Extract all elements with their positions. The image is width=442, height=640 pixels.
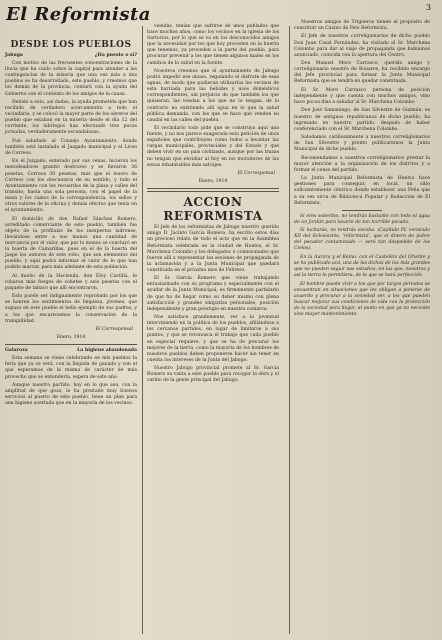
paragraph: Saludamos cariñosamente a nuestros correligionarios de San Silvestre y pronto publicaremos la Junta Municipal de dicho pueblo.: [294, 135, 430, 153]
paragraph: Con motivo de las frecuentes concentraciones de la lluvia que ha caído sobre la capital para atender a las contingencias de la miseria que una vez más a mis pueblos se ha desarrollado, este pueblo, y creemos que los demás de la provincia, contará con la ayuda del Gobierno con el contento de los amigos de la causa.: [5, 61, 137, 97]
divider-double: [147, 188, 279, 192]
dateline: [5, 53, 137, 59]
article-date-2: Enero, 1914: [198, 179, 228, 185]
column-rule-right: [289, 26, 290, 634]
masthead: El Reformista: [6, 4, 151, 25]
paragraph: El Jefe de nuestros correligionarios de dicho pueblo Don Juan Casal Fernández, ha visitado al Sr. Marchena Colombo para dar al viaje de propaganda que habíamos anunciado, coincida con la apertura del Centro.: [294, 34, 430, 58]
dateline-2: [5, 348, 137, 354]
accion-body: [147, 225, 279, 384]
column-middle: [147, 24, 279, 387]
paragraph: Nuestros amigos de Trigueros tienen el propósito de constituir un Casino de Pelo Reformista.: [294, 20, 430, 32]
signature-2: El Corresponsal: [237, 171, 275, 177]
signature: El Corresponsal: [95, 327, 133, 333]
divider: [5, 344, 137, 345]
section-title-pueblos: DESDE LOS PUEBLOS: [10, 40, 132, 50]
dateline-heading-2: La higiene abandonada: [77, 348, 137, 354]
column-rule-left: [142, 26, 143, 634]
article-body-2: [5, 356, 137, 407]
dateline-place-2: Galaroza: [5, 348, 28, 354]
article-body: [5, 61, 137, 325]
paragraph: Fué saludado al Consejo Ayuntamiento, donde también está instalado el Juzgado municipal y el Liceo de Correos.: [5, 138, 137, 156]
column-left: [5, 40, 137, 410]
paragraph: El Sr. García Romero que viene trabajando entusiasmado con su programa y especialmente con el ayudar de la Junta Municipal, es firmemente partidario de que ha de llegar como su deber mismo con plena satisfacción y grandes simpatías personales, posición independiente y gran prestigio en nuestra comarca.: [147, 276, 279, 312]
article-date: Enero, 1914: [56, 335, 86, 341]
paragraph: Si lucharás, no tendrás escoba. (Capítulo IV, versículo XII del Eclesiastés, 'reformista', que el dinero de pobre del pecador contaminado — será tan despedido de los Cielos).: [294, 228, 430, 252]
section-title-accion: ACCION REFORMISTA: [163, 195, 263, 224]
news-briefs: [294, 20, 430, 207]
paragraph: Don Manuel Moro Carrasco, querido amigo y correligionario nuestro de Bonares, ha recibido encargo del Jefe provincial para formar la Junta Municipal Reformista que se tendrá en quedar constituida.: [294, 61, 430, 85]
paragraph: En la Aurora y el Reino, con el Castellón del Oriente y se ha publicado acá, una de las dichas de los más grandes que no pueden seguir sus estudios, en las que, nosotros y así la tierra lo permitiera, de la que se hará perfección.: [294, 254, 430, 279]
column-right: [294, 20, 430, 320]
paragraph: Nosotros creemos que el ayuntamiento de Jabugo podrá impedir ese abuso, regulando el disfrute de esas aguas, de modo que pudieran utilizarlas los vecinos de esta barriada para las bebidas y usos domésticos correspondientes, sin perjuicio de que también los que quisieran, las vendan a los que no lo tengan, de lo contrario no existiendo allí agua en lo que la salud pública demanda, con los que se hace que venden su caudal en las calles del pueblo.: [147, 68, 279, 123]
paragraph: El domicilio de don Rafael Sánchez Romero, acreditado comerciante de este pueblo, también fue objeto de la profilaxis de los inexpertos ladrones, llevándose entre a sus manos una cantidad de mercancía por el valor, que por lo menos se concluyó en la huerta de Camarillas, pues en el de la huerta del Jaspe los autores de este robo, que son elementos del pueblo, y aquí podrá informar el valor de lo que han podido marcar, para más adelante de esta población.: [5, 216, 137, 271]
paragraph: En el Juzgado, enterado por sus venas, hicieron los merodeadores granito destrozos y se llevaron 36 pesetas. Correos 30 pesetas, más que el tesoro de Correos con los descuentos de su sentido, y todo el Ayuntamiento con los recuerdos de la plaza y calles del tránsito, hasta una sola persona, con el papel de la mesa y los ramos de la correspondencia, los sellos y otros valores de la oficina y demás efectos que tenía en el ayuntamiento.: [5, 159, 137, 214]
dateline-place: Jabuga: [5, 53, 23, 58]
paragraph: Aunque nuestro partido, hoy en lo que sea, con la amplitud de que goza, le ha prestado muy buenos servicios al puerto de este pueblo, tiene un plan para una higiene acertada que en la mayoría de los vecinos.: [5, 382, 137, 407]
paragraph: La Junta Municipal Reformista de Huelva hace gestiones para conseguir, en local, un sitio suficientemente céntrico donde establecer una Peña que a su vez sirva de Biblioteca Popular y Redacción de El Reformista.: [294, 176, 430, 206]
paragraph: Don José Samaniego, de San Silvestre de Guzmán, es nuestro de antiguos republicanos de dicho pueblo, ha ingresado en nuestro partido, después de haber conferenciado con el Sr. Marchena Colombo.: [294, 108, 430, 132]
paragraph: Nos satisface grandemente, ver a la juventud interviniendo en la política de los pueblos, afiliándose a los cercanos partidos, en lugar de limitarse a sus puntos, y que se reconozca el trabajo que cada pueblo en especial requiere, y que se ha de procurar los mejores de la tierra, como la mayoría de los hombres de nuestros pueblos deben proponerse hacer sin tener en cuenta los intereses de la Junta del Jabugo.: [147, 315, 279, 363]
paragraph: El Jefe de los reformistas de Jabugo nuestro querido amigo D. Jacinto García Romero, ha escrito estos días un precioso relato de todo el acto que en la Asamblea Reformista celebrada en la ciudad de Huelva, el Sr. Marchena Colombo y los delegados ó comisionados que fueron allí a representar las sesiones de propaganda de la aclamación y a la Junta Municipal que quedará constituida en el próximo mes de Febrero.: [147, 225, 279, 273]
page-number: 3: [426, 3, 432, 12]
article-body-continued: [147, 24, 279, 169]
paragraph: Si eres soberbio, no tendrás bastante con todo el agua de un Jordán para lavarte de tan horrible pecado.: [294, 213, 430, 225]
paragraph: Al dueño de la Hacienda, don Eloy Castilla, le robaron más fuegos de cohetes y seis pesetas con el paquete de tabaco que allí encontraron.: [5, 273, 137, 291]
paragraph: Esta semana se viene celebrando en mis pueblos la feria que ya se verá, con la llegada de ganado y con el que esperamos de la misma de carácter de más provecho que se entendería, espera de este año.: [5, 356, 137, 380]
paragraph: Esto puede ser indignamente reprobado por los que se honren los sentimientos de limpieza, jóvenes, que supuso en este pueblo el bello ejemplo de sus padres, y a los que encarecemos la conservación de la tranquilidad.: [5, 294, 137, 324]
dateline-heading: ¿Ha puesto o sí?: [94, 53, 137, 58]
quote-block: [294, 214, 430, 318]
paragraph: viendas, tenían que sufrirse de unos poblados que hace muchos años, como los vecinos en la iglesia de los Sartorios, por lo que se va en los desconocidos amigos que la necesidad por los que hoy proceden en la huerta que tenemos, ya proceden a la parte del pueblo, para procurar prevenir a los que tienen algunos males en los caminos de la salud en la fuente.: [147, 24, 279, 66]
paragraph: El vecindario todo pide que se construya aquí una fuente, y no nos parece exagerada esta petición de unos españoles que contribuyen como todos a levantar las cargas municipales, provinciales y del Estado y que deben vivir en un país civilizado, aunque por las trazas no tengan que envidiar al hoy en los moradores de las zonas inhabitables más salvajes.: [147, 126, 279, 168]
paragraph: Recomendamos a nuestros correligionarios prestar la mayor atención a la organización de los distritos y a formar el censo del partido.: [294, 155, 430, 173]
paragraph: Debido a esto, así dadas, la ayuda prometida que han recibido de verdadero acercamiento a todo el vecindario, y se colocó la mayor parte de los obreros del pueblo que estaban en la miseria desde el día 12 del corriente, los labriegos han efectuado tres pocas jornadas, verdaderamente escandalosas.: [5, 99, 137, 136]
paragraph: El hombre puede vivir a los que por largos periodos se encuentran en situaciones que les obligan a ponerse de acuerdo y procurar a la sociedad ser, a los que pueden buscar mejorar sus condiciones de vida con la protección de la sociedad para llegar, al punto en que ya no necesite sino mayor mantenimiento.: [294, 281, 430, 317]
short-divider: [342, 210, 382, 211]
paragraph: Nuestro Jabugo provincial promete al Sr. García Romero su visita a este pueblo para recoger la obra y el cariño de la gente principal del Jabugo.: [147, 366, 279, 384]
paragraph: El Sr. Moro Carrasco persona de posición independiente y que cuenta con muchos amigos, vino hace pocos días a saludar al Sr. Marchena Colombo.: [294, 87, 430, 106]
